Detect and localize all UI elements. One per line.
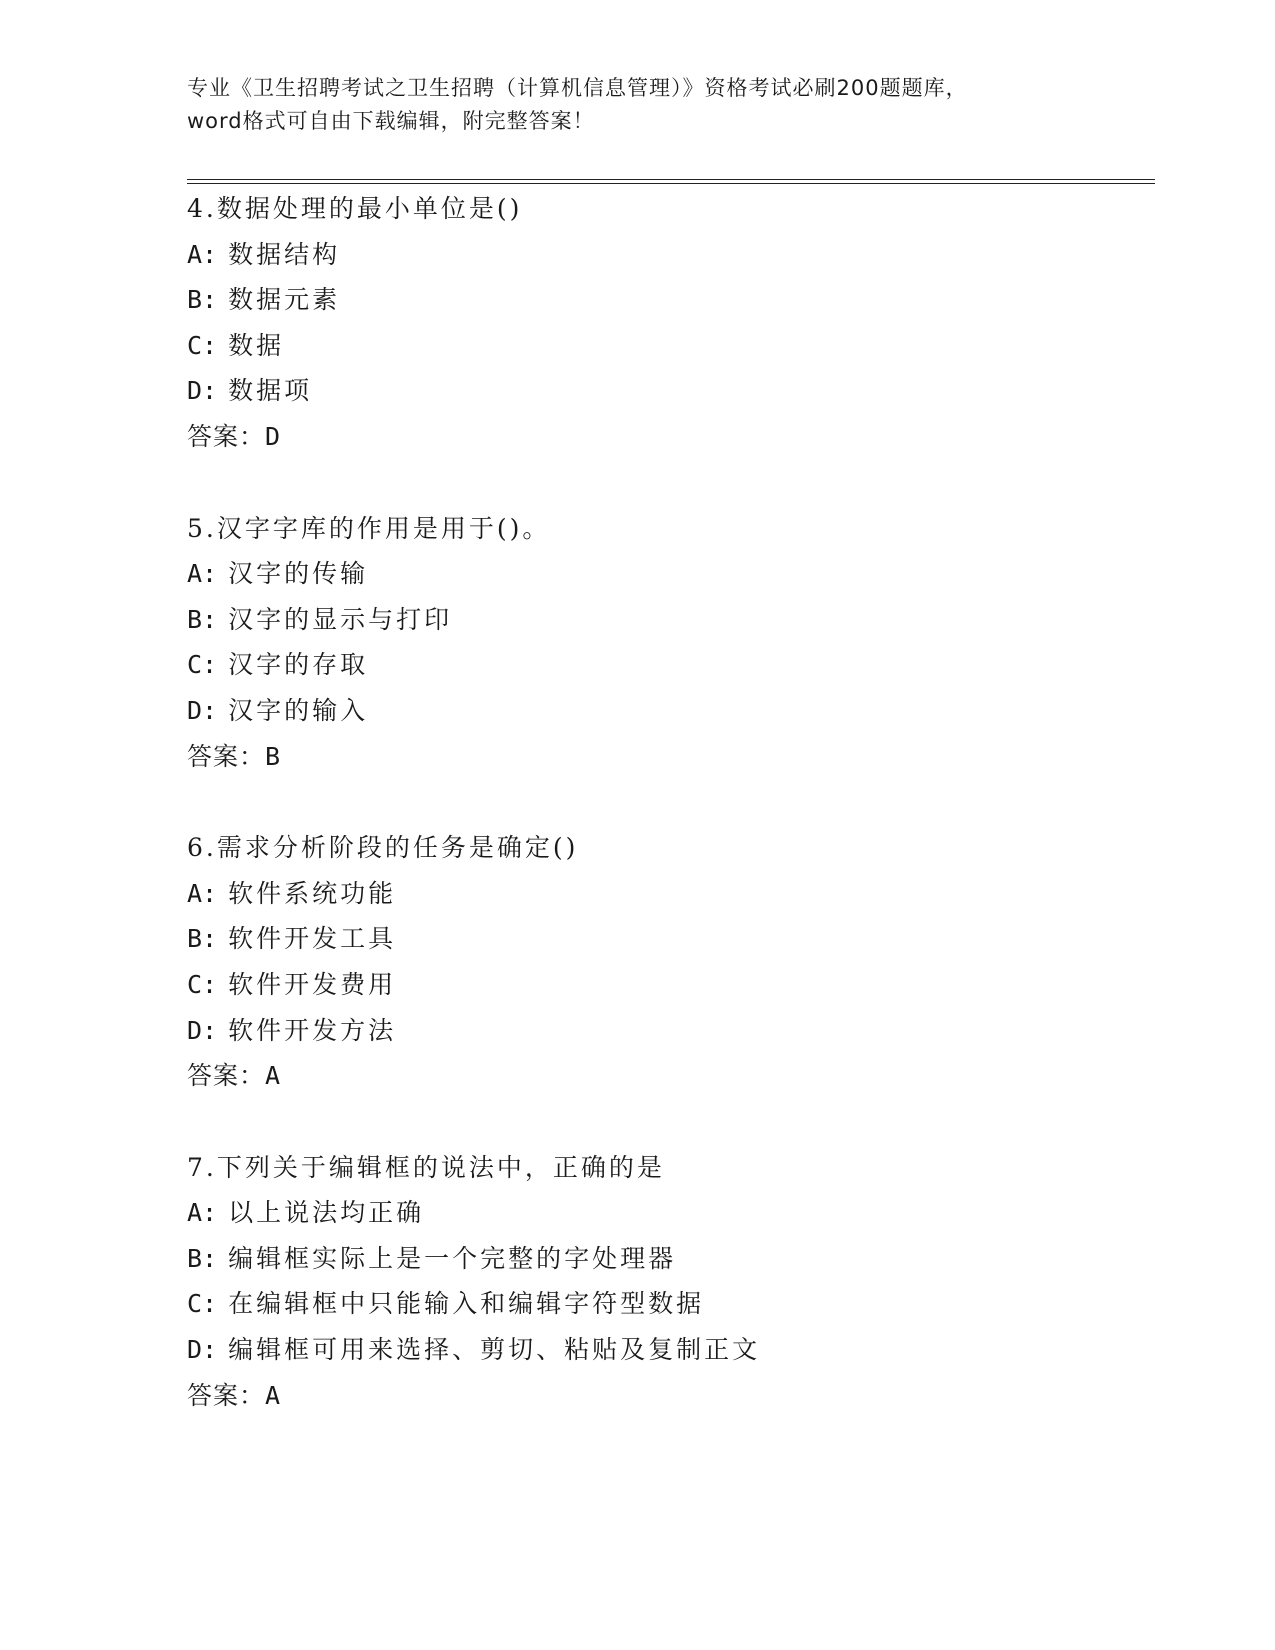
header-divider-top: [187, 179, 1155, 180]
answer-line: [187, 414, 1155, 460]
answer-label: 答案：: [187, 741, 266, 771]
option-key: A:: [187, 239, 218, 269]
option-text: 在编辑框中只能输入和编辑字符型数据: [228, 1289, 705, 1319]
option-key: C:: [187, 330, 218, 360]
answer-value: A: [265, 1380, 282, 1410]
option-text: 汉字的输入: [228, 695, 369, 725]
answer-label: 答案：: [187, 1061, 266, 1091]
option-key: C:: [187, 969, 218, 999]
option-text: 软件开发方法: [228, 1015, 397, 1045]
option-a: [187, 1190, 1155, 1236]
option-text: 软件开发费用: [228, 969, 397, 999]
question-list: [187, 186, 1155, 1464]
answer-value: D: [265, 421, 282, 451]
question-stem: 5.汉字字库的作用是用于()。: [187, 513, 551, 543]
option-a: [187, 232, 1155, 278]
option-text: 汉字的存取: [228, 650, 369, 680]
answer-line: [187, 734, 1155, 780]
option-b: [187, 1236, 1155, 1282]
option-key: D:: [187, 1335, 218, 1365]
option-key: D:: [187, 695, 218, 725]
option-b: [187, 597, 1155, 643]
option-text: 汉字的传输: [228, 559, 369, 589]
answer-line: [187, 1373, 1155, 1419]
option-key: C:: [187, 650, 218, 680]
option-c: [187, 642, 1155, 688]
question-stem: 7.下列关于编辑框的说法中，正确的是: [187, 1152, 665, 1182]
option-d: [187, 688, 1155, 734]
option-a: [187, 871, 1155, 917]
question-4: [187, 186, 1155, 460]
option-text: 数据项: [228, 376, 313, 406]
option-text: 数据结构: [228, 239, 341, 269]
option-key: D:: [187, 376, 218, 406]
option-text: 数据: [228, 330, 285, 360]
header-line-1: 专业《卫生招聘考试之卫生招聘（计算机信息管理）》资格考试必刷200题题库，: [187, 76, 968, 100]
answer-value: B: [265, 741, 282, 771]
option-text: 以上说法均正确: [228, 1198, 425, 1228]
option-d: [187, 1327, 1155, 1373]
question-7: [187, 1145, 1155, 1419]
option-text: 编辑框实际上是一个完整的字处理器: [228, 1243, 677, 1273]
answer-label: 答案：: [187, 421, 266, 451]
header-line-2: word格式可自由下载编辑，附完整答案！: [187, 109, 595, 133]
option-key: B:: [187, 285, 218, 315]
option-d: [187, 368, 1155, 414]
question-stem: 4.数据处理的最小单位是(): [187, 194, 523, 223]
option-c: [187, 323, 1155, 369]
answer-value: A: [265, 1061, 282, 1091]
question-6: [187, 825, 1155, 1099]
header-divider-bottom: [187, 183, 1155, 184]
option-text: 软件系统功能: [228, 878, 397, 908]
option-key: C:: [187, 1289, 218, 1319]
option-a: [187, 551, 1155, 597]
option-text: 软件开发工具: [228, 924, 397, 954]
question-stem: 6.需求分析阶段的任务是确定(): [187, 833, 579, 863]
option-c: [187, 962, 1155, 1008]
option-key: B:: [187, 1243, 218, 1273]
option-b: [187, 916, 1155, 962]
option-b: [187, 277, 1155, 323]
answer-line: [187, 1053, 1155, 1099]
option-key: D:: [187, 1015, 218, 1045]
option-d: [187, 1008, 1155, 1054]
option-key: A:: [187, 878, 218, 908]
option-key: B:: [187, 604, 218, 634]
option-text: 编辑框可用来选择、剪切、粘贴及复制正文: [228, 1335, 761, 1365]
question-5: [187, 506, 1155, 780]
option-text: 汉字的显示与打印: [228, 604, 453, 634]
option-text: 数据元素: [228, 285, 341, 315]
option-key: B:: [187, 924, 218, 954]
option-key: A:: [187, 1198, 218, 1228]
option-c: [187, 1281, 1155, 1327]
document-header: [187, 72, 1087, 138]
answer-label: 答案：: [187, 1380, 266, 1410]
option-key: A:: [187, 559, 218, 589]
